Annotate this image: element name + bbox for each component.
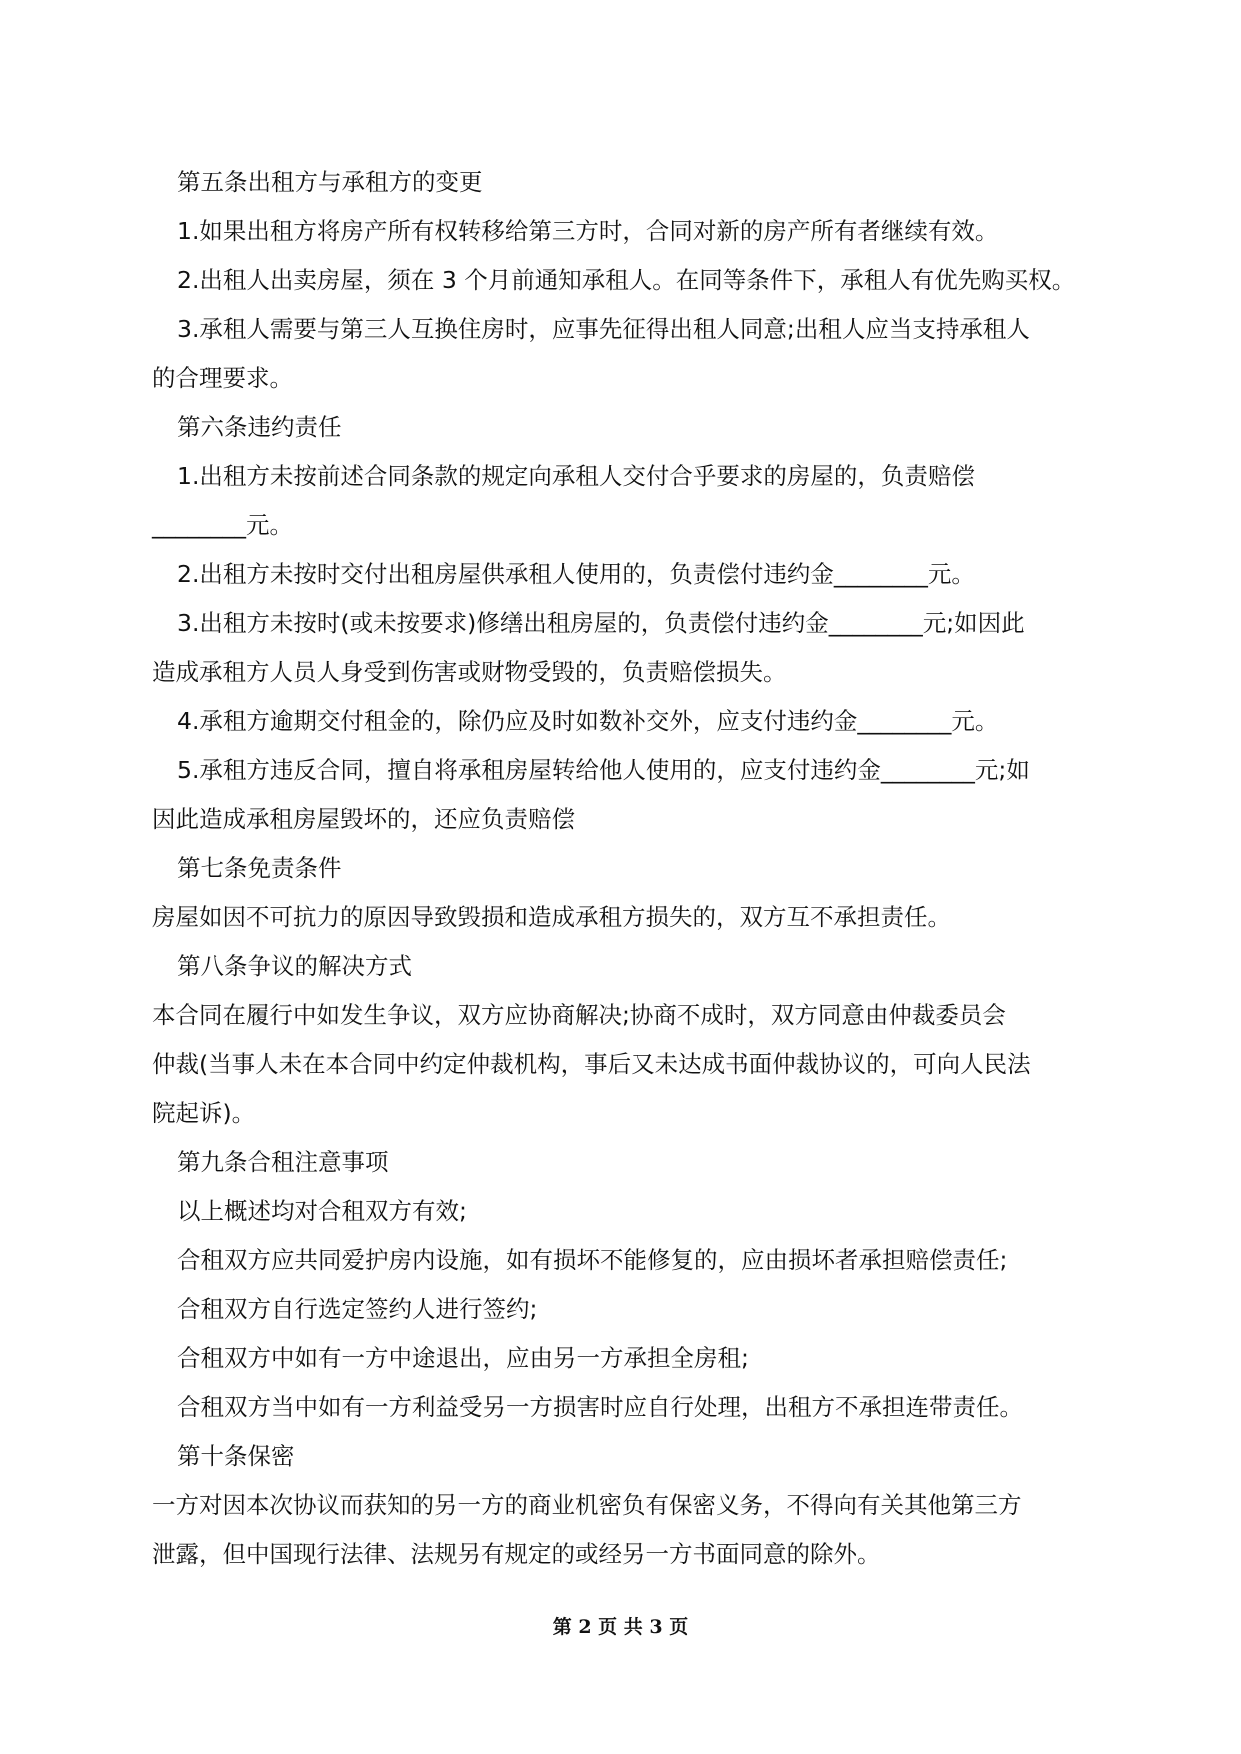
paragraph-line: 合租双方应共同爱护房内设施，如有损坏不能修复的，应由损坏者承担赔偿责任; xyxy=(177,1246,1008,1274)
paragraph-line: 1.出租方未按前述合同条款的规定向承租人交付合乎要求的房屋的，负责赔偿 xyxy=(177,462,975,490)
paragraph-line: 泄露，但中国现行法律、法规另有规定的或经另一方书面同意的除外。 xyxy=(152,1540,881,1568)
paragraph-line: 因此造成承租房屋毁坏的，还应负责赔偿 xyxy=(152,805,575,833)
paragraph-line: 一方对因本次协议而获知的另一方的商业机密负有保密义务，不得向有关其他第三方 xyxy=(152,1491,1022,1519)
section-heading-8: 第八条争议的解决方式 xyxy=(177,952,412,980)
document-body xyxy=(152,158,1102,1579)
section-heading-10: 第十条保密 xyxy=(177,1442,295,1470)
paragraph-line: 1.如果出租方将房产所有权转移给第三方时，合同对新的房产所有者继续有效。 xyxy=(177,217,999,245)
paragraph-line: 3.承租人需要与第三人互换住房时，应事先征得出租人同意;出租人应当支持承租人 xyxy=(177,315,1030,343)
paragraph-line: 2.出租方未按时交付出租房屋供承租人使用的，负责偿付违约金________元。 xyxy=(177,560,975,588)
section-heading-9: 第九条合租注意事项 xyxy=(177,1148,389,1176)
paragraph-line: 2.出租人出卖房屋，须在 3 个月前通知承租人。在同等条件下，承租人有优先购买权。 xyxy=(177,266,1076,294)
paragraph-line: 仲裁(当事人未在本合同中约定仲裁机构，事后又未达成书面仲裁协议的，可向人民法 xyxy=(152,1050,1031,1078)
section-heading-7: 第七条免责条件 xyxy=(177,854,342,882)
paragraph-line: 以上概述均对合租双方有效; xyxy=(177,1197,467,1225)
paragraph-line: 本合同在履行中如发生争议，双方应协商解决;协商不成时，双方同意由仲裁委员会 xyxy=(152,1001,1006,1029)
paragraph-line: 4.承租方逾期交付租金的，除仍应及时如数补交外，应支付违约金________元。 xyxy=(177,707,999,735)
paragraph-line: 3.出租方未按时(或未按要求)修缮出租房屋的，负责偿付违约金________元;如因此 xyxy=(177,609,1025,637)
paragraph-line: 合租双方中如有一方中途退出，应由另一方承担全房租; xyxy=(177,1344,749,1372)
section-heading-6: 第六条违约责任 xyxy=(177,413,342,441)
paragraph-line: 5.承租方违反合同，擅自将承租房屋转给他人使用的，应支付违约金________元;如 xyxy=(177,756,1030,784)
paragraph-line: 合租双方自行选定签约人进行签约; xyxy=(177,1295,538,1323)
paragraph-line: 房屋如因不可抗力的原因导致毁损和造成承租方损失的，双方互不承担责任。 xyxy=(152,903,951,931)
paragraph-line: ________元。 xyxy=(152,511,293,539)
paragraph-line: 合租双方当中如有一方利益受另一方损害时应自行处理，出租方不承担连带责任。 xyxy=(177,1393,1023,1421)
page-number-footer: 第 2 页 共 3 页 xyxy=(552,1616,689,1638)
section-heading-5: 第五条出租方与承租方的变更 xyxy=(177,168,483,196)
paragraph-line: 的合理要求。 xyxy=(152,364,293,392)
paragraph-line: 造成承租方人员人身受到伤害或财物受毁的，负责赔偿损失。 xyxy=(152,658,787,686)
paragraph-line: 院起诉)。 xyxy=(152,1099,256,1127)
